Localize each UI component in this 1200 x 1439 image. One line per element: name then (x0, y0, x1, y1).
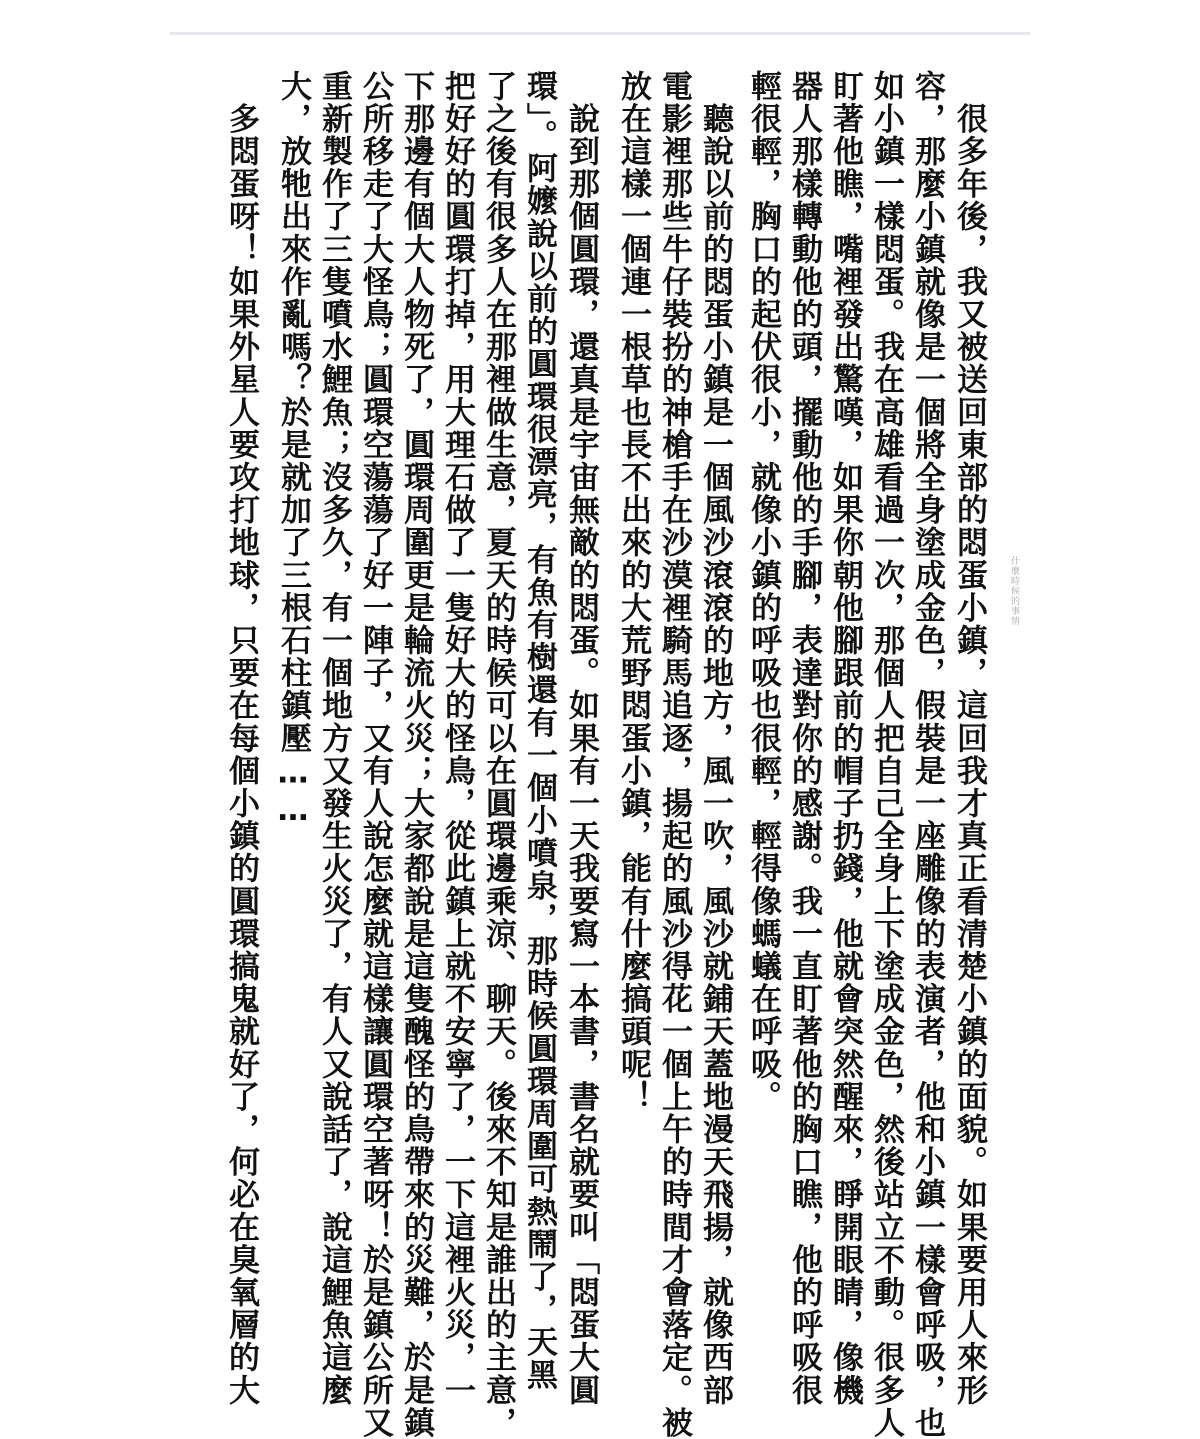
text-column-15: 公所移走了大怪鳥；圓環空蕩蕩了好一陣子，又有人說怎麼就這樣讓圓環空著呀！於是鎮公所又 (357, 70, 393, 1439)
text-column-11: 環」。阿嬤說以前的圓環很漂亮，有魚有樹還有一個小噴泉，那時候圓環周圍可熱鬧了，天黑 (521, 70, 557, 1392)
text-column-7: 聽說以前的悶蛋小鎮是一個風沙滾滾的地方，風一吹，風沙就鋪天蓋地漫天飛揚，就像西部 (697, 70, 733, 1407)
text-column-9: 放在這樣一個連一根草也長不出來的大荒野悶蛋小鎮，能有什麼搞頭呢！ (615, 70, 651, 1114)
text-column-10: 說到那個圓環，還真是宇宙無敵的悶蛋。如果有一天我要寫一本書，書名就要叫「悶蛋大圓 (563, 70, 599, 1407)
text-column-18: 多悶蛋呀！如果外星人要攻打地球，只要在每個小鎮的圓環搞鬼就好了，何必在臭氧層的大 (223, 70, 259, 1407)
text-column-4: 盯著他瞧，嘴裡發出驚嘆，如果你朝他腳跟前的帽子扔錢，他就會突然醒來，睜開眼睛，像機 (827, 70, 863, 1407)
text-column-12: 了之後有很多人在那裡做生意，夏天的時候可以在圓環邊乘涼、聊天。後來不知是誰出的主意， (480, 70, 516, 1439)
running-head: 什麼時候的事情 (1009, 556, 1019, 626)
text-column-3: 如小鎮一樣悶蛋。我在高雄看過一次，那個人把自己全身上下塗成金色，然後站立不動。很多人 (868, 70, 904, 1439)
page-top-rule (170, 32, 1030, 35)
text-column-1: 很多年後，我又被送回東部的悶蛋小鎮，這回我才真正看清楚小鎮的面貌。如果要用人來形 (951, 70, 987, 1407)
text-column-17: 大，放牠出來作亂嗎？於是就加了三根石柱鎮壓…… (275, 70, 311, 830)
text-column-6: 輕很輕，胸口的起伏很小，就像小鎮的呼吸也很輕，輕得像螞蟻在呼吸。 (745, 70, 781, 1114)
text-column-16: 重新製作了三隻噴水鯉魚；沒多久，有一個地方又發生火災了，有人又說話了，說這鯉魚這麼 (316, 70, 352, 1407)
text-column-8: 電影裡那些牛仔裝扮的神槍手在沙漠裡騎馬追逐，揚起的風沙得花一個上午的時間才會落定。被 (656, 70, 692, 1439)
text-column-2: 容，那麼小鎮就像是一個將全身塗成金色，假裝是一座雕像的表演者，他和小鎮一樣會呼吸，也 (909, 70, 945, 1439)
text-column-5: 器人那樣轉動他的頭，擺動他的手腳，表達對你的感謝。我一直盯著他的胸口瞧，他的呼吸很 (786, 70, 822, 1407)
text-column-14: 下那邊有個大人物死了，圓環周圍更是輪流火災；大家都說是這隻醜怪的鳥帶來的災難，於是鎮 (398, 70, 434, 1439)
text-column-13: 把好好的圓環打掉，用大理石做了一隻好大的怪鳥，從此鎮上就不安寧了，一下這裡火災，一 (439, 70, 475, 1407)
